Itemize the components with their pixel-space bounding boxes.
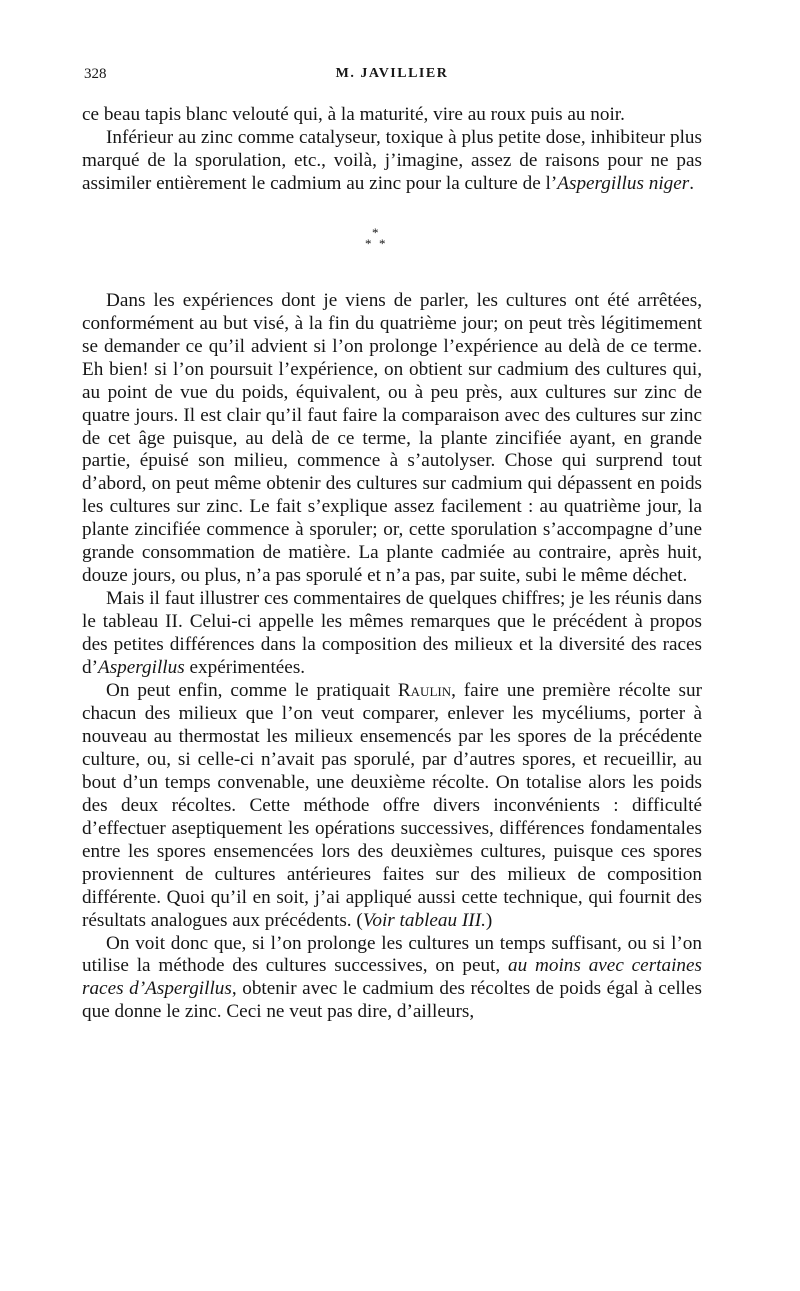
asterism-star: * (365, 235, 372, 251)
asterism-star: * (372, 224, 379, 240)
asterism-star: * (379, 235, 386, 251)
page-header (82, 66, 702, 88)
paragraph-text: Mais il faut illustrer ces commentaires de quelques chiffres; je les réunis dans le tableau II. Celui-ci appelle les mêmes remarques que le précédent à propos des petites différences dans la composition des milieux et la diversité des races d’ (82, 588, 702, 679)
species-name: Aspergillus (97, 657, 185, 679)
paragraph-text: expérimentées. (184, 657, 306, 679)
paragraph-continuation (82, 104, 702, 127)
paragraph (82, 588, 702, 680)
paragraph-text: . (689, 172, 695, 194)
paragraph (82, 290, 702, 588)
asterism-separator (82, 208, 702, 278)
paragraph-text: , obtenir avec le cadmium des récoltes de poids égal à celles que donne le zinc. Ceci ne veut pas dire, d’ailleurs, (82, 978, 702, 1023)
paragraph-text: On voit donc que, si l’on prolonge les cultures un temps suffisant, ou si l’on utilise la méthode des cultures successives, on peut, (82, 932, 702, 977)
paragraph-text: ) (485, 909, 493, 931)
page-number: 328 (84, 66, 107, 82)
paragraph (82, 933, 702, 1025)
paragraph-text: ce beau tapis blanc velouté qui, à la maturité, vire au roux puis au noir. (82, 104, 625, 125)
species-name: Aspergillus niger (557, 172, 690, 194)
body-text (82, 104, 702, 1024)
book-page (82, 66, 702, 1024)
table-reference: Voir tableau III. (362, 909, 486, 931)
italic-phrase: au moins avec certaines races d’ (82, 955, 702, 1000)
author-name: Raulin (397, 680, 452, 702)
paragraph (82, 680, 702, 932)
paragraph-text: , faire une première récolte sur chacun des milieux que l’on veut comparer, enlever les mycéliums, porter à nouveau au thermostat les milieux ensemencés par les spores de la précédente culture, ou, si celle-ci n’avait pas sporulé, par d’autres spores, et recueillir, au bout d’un temps convenable, une deuxième récolte. On totalise alors les poids des deux récoltes. Cette méthode offre divers inconvénients : difficulté d’effectuer aseptiquement les opérations successives, différences fondamentales entre les spores ensemencées lors des deuxièmes cultures, puisque ces spores proviennent de cultures antérieures faites sur des milieux de composition différente. Quoi qu’il en soit, j’ai appliqué aussi cette technique, qui fournit des résultats analogues aux précédents. ( (82, 680, 702, 931)
species-name: Aspergillus (145, 978, 232, 1000)
paragraph-text: Dans les expériences dont je viens de parler, les cultures ont été arrêtées, conformément au but visé, à la fin du quatrième jour; on peut très légitimement se demander ce qu’il advient si l’on prolonge l’expérience au delà de ce terme. Eh bien! si l’on poursuit l’expérience, on obtient sur cadmium des cultures qui, au point de vue du poids, équivalent, ou à peu près, aux cultures sur zinc de quatre jours. Il est clair qu’il faut faire la comparaison avec des cultures sur zinc de cet âge puisque, au delà de ce terme, la plante zincifiée ayant, en grande partie, épuisé son milieu, commence à s’autolyser. Chose qui surprend tout d’abord, on peut même obtenir des cultures sur cadmium qui dépassent en poids les cultures sur zinc. Le fait s’explique assez facilement : au quatrième jour, la plante zincifiée commence à sporuler; or, cette sporulation s’accompagne d’une grande consommation de matière. La plante cadmiée au contraire, après huit, douze jours, ou plus, n’a pas sporulé et n’a pas, par suite, subi le même déchet. (82, 289, 702, 587)
paragraph-text: Inférieur au zinc comme catalyseur, toxique à plus petite dose, inhibiteur plus marqué de la sporulation, etc., voilà, j’imagine, assez de raisons pour ne pas assimiler entièrement le cadmium au zinc pour la culture de l’ (82, 126, 702, 194)
paragraph-text: On peut enfin, comme le pratiquait (106, 680, 398, 702)
paragraph (82, 127, 702, 196)
running-head: M. JAVILLIER (335, 66, 449, 81)
